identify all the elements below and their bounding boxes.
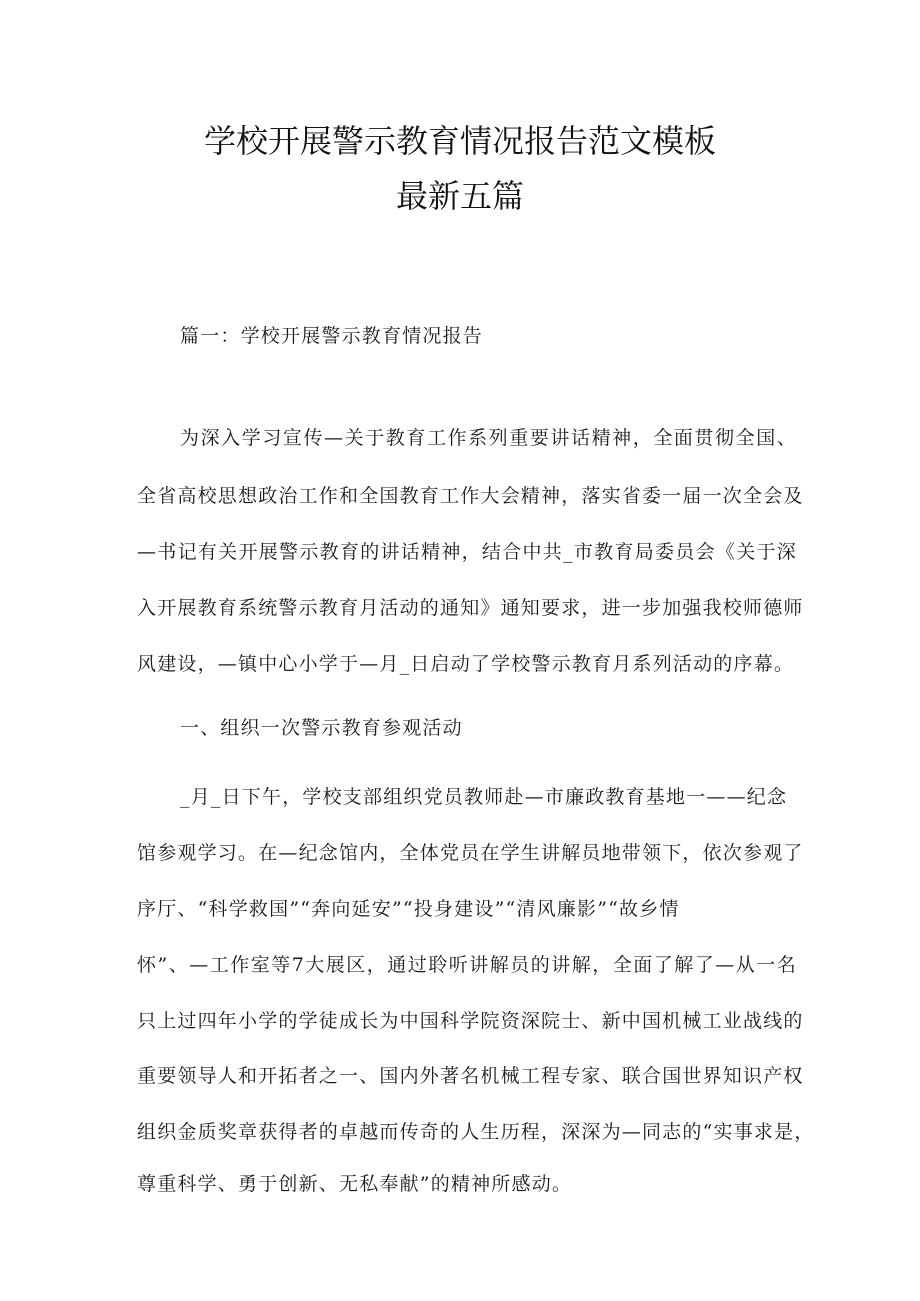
subheading: 一、组织一次警示教育参观活动 (180, 717, 463, 739)
paragraph-line: 只上过四年小学的学徒成长为中国科学院资深院士、新中国机械工业战线的 (137, 1010, 804, 1032)
paragraph-line: 重要领导人和开拓者之一、国内外著名机械工程专家、联合国世界知识产权 (137, 1065, 804, 1087)
paragraph-line: —书记有关开展警示教育的讲话精神，结合中共_市教育局委员会《关于深 (137, 541, 797, 563)
paragraph-line: 组织金质奖章获得者的卓越而传奇的人生历程，深深为—同志的“实事求是， (137, 1121, 815, 1143)
paragraph-line: 全省高校思想政治工作和全国教育工作大会精神，落实省委一届一次全会及 (137, 485, 804, 507)
paragraph-line: _月_日下午，学校支部组织党员教师赴—市廉政教育基地一——纪念 (180, 786, 788, 808)
paragraph-line: 风建设，—镇中心小学于—月_日启动了学校警示教育月系列活动的序幕。 (137, 653, 795, 675)
paragraph-line: 怀”、—工作室等7大展区，通过聆听讲解员的讲解，全面了解了—从一名 (137, 954, 797, 976)
section-heading: 篇一：学校开展警示教育情况报告 (180, 325, 484, 347)
paragraph-line: 馆参观学习。在—纪念馆内，全体党员在学生讲解员地带领下，依次参观了 (137, 842, 804, 864)
paragraph-line: 为深入学习宣传—关于教育工作系列重要讲话精神，全面贯彻全国、 (180, 427, 797, 449)
document-subtitle: 最新五篇 (395, 177, 524, 215)
document-title: 学校开展警示教育情况报告范文模板 (203, 122, 716, 160)
paragraph-line: 序厅、“科学救国”“奔向延安”“投身建设”“清风廉影”“故乡情 (137, 898, 680, 920)
paragraph-line: 入开展教育系统警示教育月活动的通知》通知要求，进一步加强我校师德师 (137, 597, 804, 619)
paragraph-line: 尊重科学、勇于创新、无私奉献”的精神所感动。 (137, 1173, 573, 1195)
